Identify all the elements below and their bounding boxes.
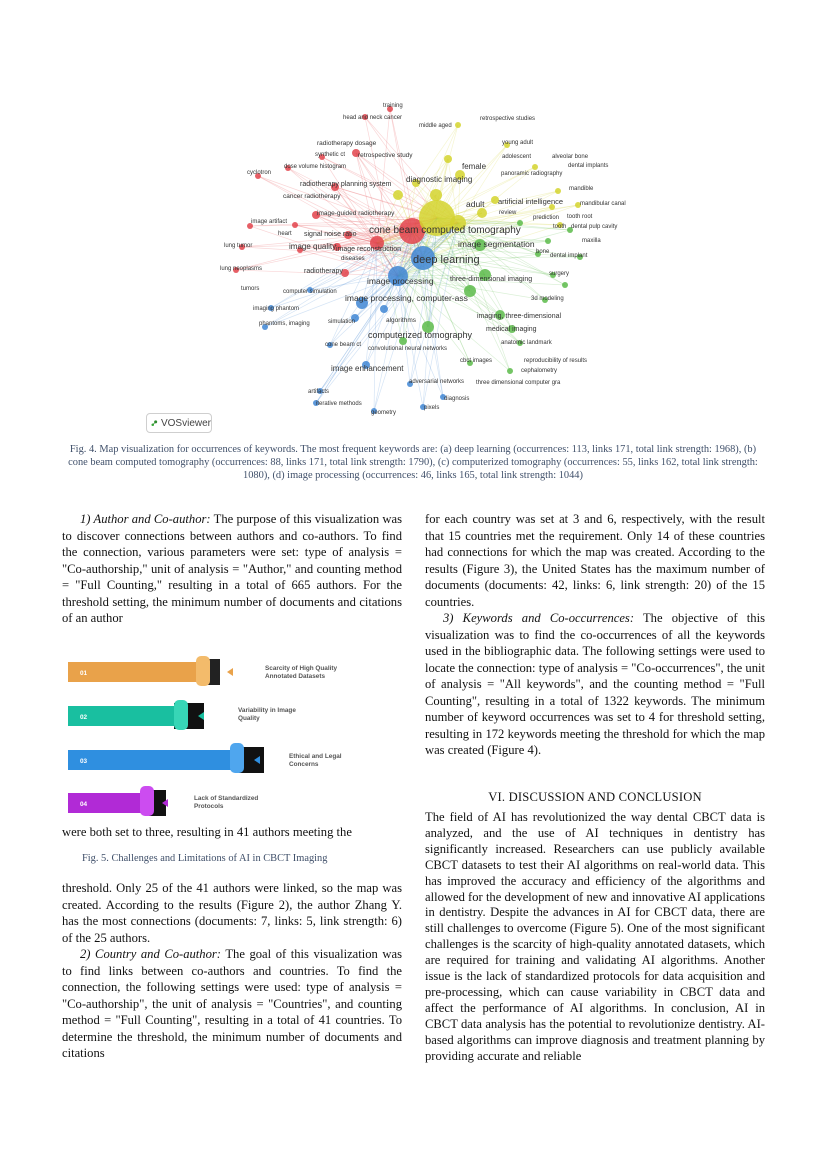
kw-dental-pulp: dental pulp cavity <box>571 224 618 230</box>
col1-section-country <box>62 880 402 1062</box>
challenge-label-02a: Variability in Image <box>238 707 296 714</box>
map-node <box>532 164 538 170</box>
kw-artificial-intelligence: artificial intelligence <box>498 197 564 206</box>
challenges-figure <box>62 650 362 820</box>
kw-mandible: mandible <box>569 186 594 192</box>
kw-adversarial-networks: adversarial networks <box>409 379 465 385</box>
kw-iterative-methods: iterative methods <box>316 401 362 407</box>
challenge-bar-03 <box>68 750 243 770</box>
challenge-num-03: 03 <box>80 758 88 765</box>
kw-cbct: cone beam computed tomography <box>369 225 521 236</box>
kw-lung-neoplasms: lung neoplasms <box>220 266 263 272</box>
figure-5-caption: Fig. 5. Challenges and Limitations of AI in CBCT Imaging <box>82 853 328 864</box>
keywords-heading: 3) Keywords and Co-occurrences: <box>443 611 635 625</box>
challenge-04 <box>68 786 258 816</box>
kw-female: female <box>462 162 487 171</box>
author-coauthor-cont: were both set to three, resulting in 41 authors meeting the <box>62 825 352 839</box>
map-node <box>444 155 452 163</box>
kw-panoramic-radiography: panoramic radiography <box>501 171 563 177</box>
kw-artifacts: artifacts <box>308 389 330 395</box>
map-link <box>377 109 390 243</box>
author-coauthor-text: The purpose of this visualization was to discover connections between authors and co-authors. To find the connection, various parameters were set: type of analysis = "Co-authorship," unit of analysis = "Author," and counting method = "Full Counting," resulting in a total of 665 authors. For the threshold setting, the minimum number of documents and citations of an author <box>62 512 402 625</box>
country-coauthor-text: The goal of this visualization was to find links between co-authors and countries. To find the connection, the following settings were used: type of analysis = "Co-authorship", the unit of analysis = "Countries", and counting method = "Full Counting", resulting in a total of 41 countries. To determine the threshold, the minimum number of documents and citations <box>62 947 402 1060</box>
kw-image-processing-computer: image processing, computer-ass <box>345 293 468 303</box>
kw-mandibular-canal: mandibular canal <box>580 201 626 207</box>
kw-image-guided-radiotherapy: image-guided radiotherapy <box>317 210 395 217</box>
country-coauthor-cont: for each country was set at 3 and 6, respectively, with the result that 15 countries met the requirement. Only 14 of these countries had connections for which the map was created. According to the results (Figure 3), the United States has the maximum number of documents (documents: 42, links: 6, link strength: 20) of the 15 countries. <box>425 512 765 609</box>
map-node <box>292 222 298 228</box>
kw-radiotherapy-planning: radiotherapy planning system <box>300 181 392 188</box>
author-coauthor-heading: 1) Author and Co-author: <box>80 512 211 526</box>
kw-dental-implant: dental implant <box>550 253 588 259</box>
kw-image-processing: image processing <box>367 276 434 286</box>
kw-maxilla: maxilla <box>582 238 601 244</box>
kw-reproducibility: reproducibility of results <box>524 358 588 364</box>
kw-prediction: prediction <box>533 215 560 221</box>
kw-cyclotron: cyclotron <box>247 170 272 176</box>
kw-adult: adult <box>466 199 485 209</box>
vosviewer-logo-icon <box>151 417 158 429</box>
challenge-num-02: 02 <box>80 714 88 721</box>
map-node <box>477 208 487 218</box>
map-node <box>430 189 442 201</box>
kw-image-quality: image quality <box>289 242 337 251</box>
col1-continuation <box>62 824 402 841</box>
kw-retrospective-study: retrospective study <box>358 152 413 159</box>
kw-imaging-phantom: imaging phantom <box>253 306 300 312</box>
kw-image-artifact: image artifact <box>251 219 288 225</box>
challenge-bar-01 <box>68 662 208 682</box>
kw-young-adult: young adult <box>502 140 534 146</box>
kw-image-enhancement: image enhancement <box>331 364 404 373</box>
map-labels <box>220 103 626 416</box>
challenge-roll-02 <box>174 700 188 730</box>
kw-alveolar-bone: alveolar bone <box>552 154 589 160</box>
kw-retrospective-studies: retrospective studies <box>480 116 536 122</box>
figure-4-caption: Fig. 4. Map visualization for occurrences of keywords. The most frequent keywords are: (a) deep learning (occurrences: 113, links 171, total link strength: 1968), (b) cone beam computed tomography (occurrences: 88, links 171, total link strength: 1790), (c) computerized tomography (occurrences: 55, links 162, total link strength: 1080), (d) image processing (occurrences: 46, links 165, total link strength: 1044) <box>68 444 758 481</box>
keyword-network-map <box>140 95 660 435</box>
kw-radiotherapy: radiotherapy <box>304 268 343 275</box>
map-node <box>545 238 551 244</box>
kw-synthetic-ct: synthetic ct <box>315 152 346 158</box>
challenge-label-01b: Annotated Datasets <box>265 673 326 680</box>
kw-adolescent: adolescent <box>502 154 532 160</box>
kw-cnn: convolutional neural networks <box>368 346 448 352</box>
kw-bone: bone <box>536 249 550 255</box>
challenge-roll-03 <box>230 743 244 773</box>
kw-image-segmentation: image segmentation <box>458 239 535 249</box>
vosviewer-label: VOSviewer <box>160 417 211 429</box>
kw-algorithms: algorithms <box>386 317 416 324</box>
kw-middle-aged: middle aged <box>419 123 452 129</box>
kw-geometry: geometry <box>371 410 397 416</box>
kw-lung-tumor: lung tumor <box>224 243 253 249</box>
kw-tumors: tumors <box>241 286 260 292</box>
kw-review: review <box>499 210 517 216</box>
challenge-roll-04 <box>140 786 154 816</box>
vosviewer-badge <box>146 413 212 433</box>
challenge-num-01: 01 <box>80 670 88 677</box>
challenge-label-04b: Protocols <box>194 803 224 810</box>
kw-3d-modeling: 3d modeling <box>531 296 564 302</box>
challenge-02 <box>68 700 296 730</box>
challenge-label-01a: Scarcity of High Quality <box>265 665 338 672</box>
kw-medical-imaging: medical imaging <box>486 326 537 333</box>
kw-training: training <box>383 103 403 109</box>
challenge-label-04a: Lack of Standardized <box>194 795 259 802</box>
kw-computer-simulation: computer simulation <box>283 289 337 295</box>
map-node <box>455 122 461 128</box>
keywords-text: The objective of this visualization was to find the co-occurrences of all the keywords used in the bibliographic data. The following settings were used to locate the connection: type of analysis = "Co-occurrences", the unit of analysis = "All keywords", and the counting method = "Full Counting", resulting in a total of 1322 keywords. The minimum number of keyword occurrences was set to 4 for threshold setting, resulting in 172 keywords meeting the threshold for which the map was created (Figure 4). <box>425 611 765 757</box>
kw-tooth: tooth <box>553 224 567 230</box>
map-node <box>555 188 561 194</box>
kw-dental-implants: dental implants <box>568 163 609 169</box>
col2-discussion <box>425 810 765 1065</box>
keyword-map-figure <box>140 95 660 435</box>
kw-signal-noise: signal noise ratio <box>304 231 357 238</box>
kw-dose-volume: dose volume histogram <box>284 164 347 170</box>
kw-phantoms-imaging: phantoms, imaging <box>259 321 310 327</box>
kw-three-dim-imaging: three-dimensional imaging <box>450 276 533 283</box>
discussion-text: The field of AI has revolutionized the way dental CBCT data is analyzed, and the use of AI techniques in dentistry has significantly increased. Researchers can use publicly available CBCT datasets to test their AI algorithms on real-world data. This has improved the accuracy and efficiency of the algorithms and allowed for the development of new and innovative AI applications in dentistry. Despite the advances in AI for CBCT data, there are still challenges to overcome (Figure 5). One of the most significant challenges is the scarcity of high-quality annotated datasets, which are required for training and validating AI algorithms. Another issue is the lack of standardized protocols for data acquisition and pre-processing, which can cause variability in CBCT data and affect the performance of AI algorithms. In conclusion, AI in CBCT data analysis has the potential to revolutionize dentistry. AI-based algorithms can improve diagnosis and treatment planning by providing accurate and reliable <box>425 810 765 1063</box>
challenges-infographic <box>62 650 362 820</box>
challenge-01 <box>68 656 338 686</box>
kw-three-dim-computer: three dimensional computer gra <box>476 380 561 386</box>
challenge-label-03b: Concerns <box>289 761 319 768</box>
kw-simulation: simulation <box>328 319 356 325</box>
kw-image-reconstruction: image reconstruction <box>336 246 401 253</box>
map-node <box>507 368 513 374</box>
challenge-arrow-01 <box>227 668 233 676</box>
kw-surgery: surgery <box>549 271 570 277</box>
kw-computerized-tomography: computerized tomography <box>368 330 473 340</box>
kw-cancer-radiotherapy: cancer radiotherapy <box>283 193 341 200</box>
section-title-discussion: VI. DISCUSSION AND CONCLUSION <box>488 790 702 804</box>
kw-heart: heart <box>278 231 292 237</box>
kw-diagnostic-imaging: diagnostic imaging <box>406 175 473 184</box>
kw-cone-beam-ct: cone beam ct <box>325 342 362 348</box>
map-node <box>393 190 403 200</box>
kw-head-neck-cancer: head and neck cancer <box>343 115 403 121</box>
map-node <box>562 282 568 288</box>
kw-pixels: pixels <box>424 405 440 411</box>
kw-cbct-images: cbct images <box>460 358 493 364</box>
col1-section-author <box>62 511 402 627</box>
kw-tooth-root: tooth root <box>567 214 593 220</box>
challenge-label-02b: Quality <box>238 715 260 722</box>
kw-anatomic-landmark: anatomic landmark <box>501 340 552 346</box>
kw-imaging-three-dim: imaging, three-dimensional <box>477 313 562 320</box>
challenge-label-03a: Ethical and Legal <box>289 753 342 760</box>
col2-section-keywords <box>425 511 765 759</box>
kw-radiotherapy-dosage: radiotherapy dosage <box>317 140 377 147</box>
country-coauthor-heading: 2) Country and Co-author: <box>80 947 221 961</box>
kw-diseases: diseases <box>341 256 365 262</box>
kw-deep-learning: deep learning <box>413 254 480 266</box>
challenge-num-04: 04 <box>80 801 88 808</box>
challenge-roll-01 <box>196 656 210 686</box>
author-coauthor-end: threshold. Only 25 of the 41 authors were linked, so the map was created. According to the results (Figure 2), the author Zhang Y. has the most connections (documents: 7, links: 5, link strength: 6) of the 25 authors. <box>62 881 402 945</box>
kw-cephalometry: cephalometry <box>521 368 558 374</box>
challenge-03 <box>68 743 342 773</box>
kw-diagnosis: diagnosis <box>444 396 470 402</box>
map-node <box>380 305 388 313</box>
